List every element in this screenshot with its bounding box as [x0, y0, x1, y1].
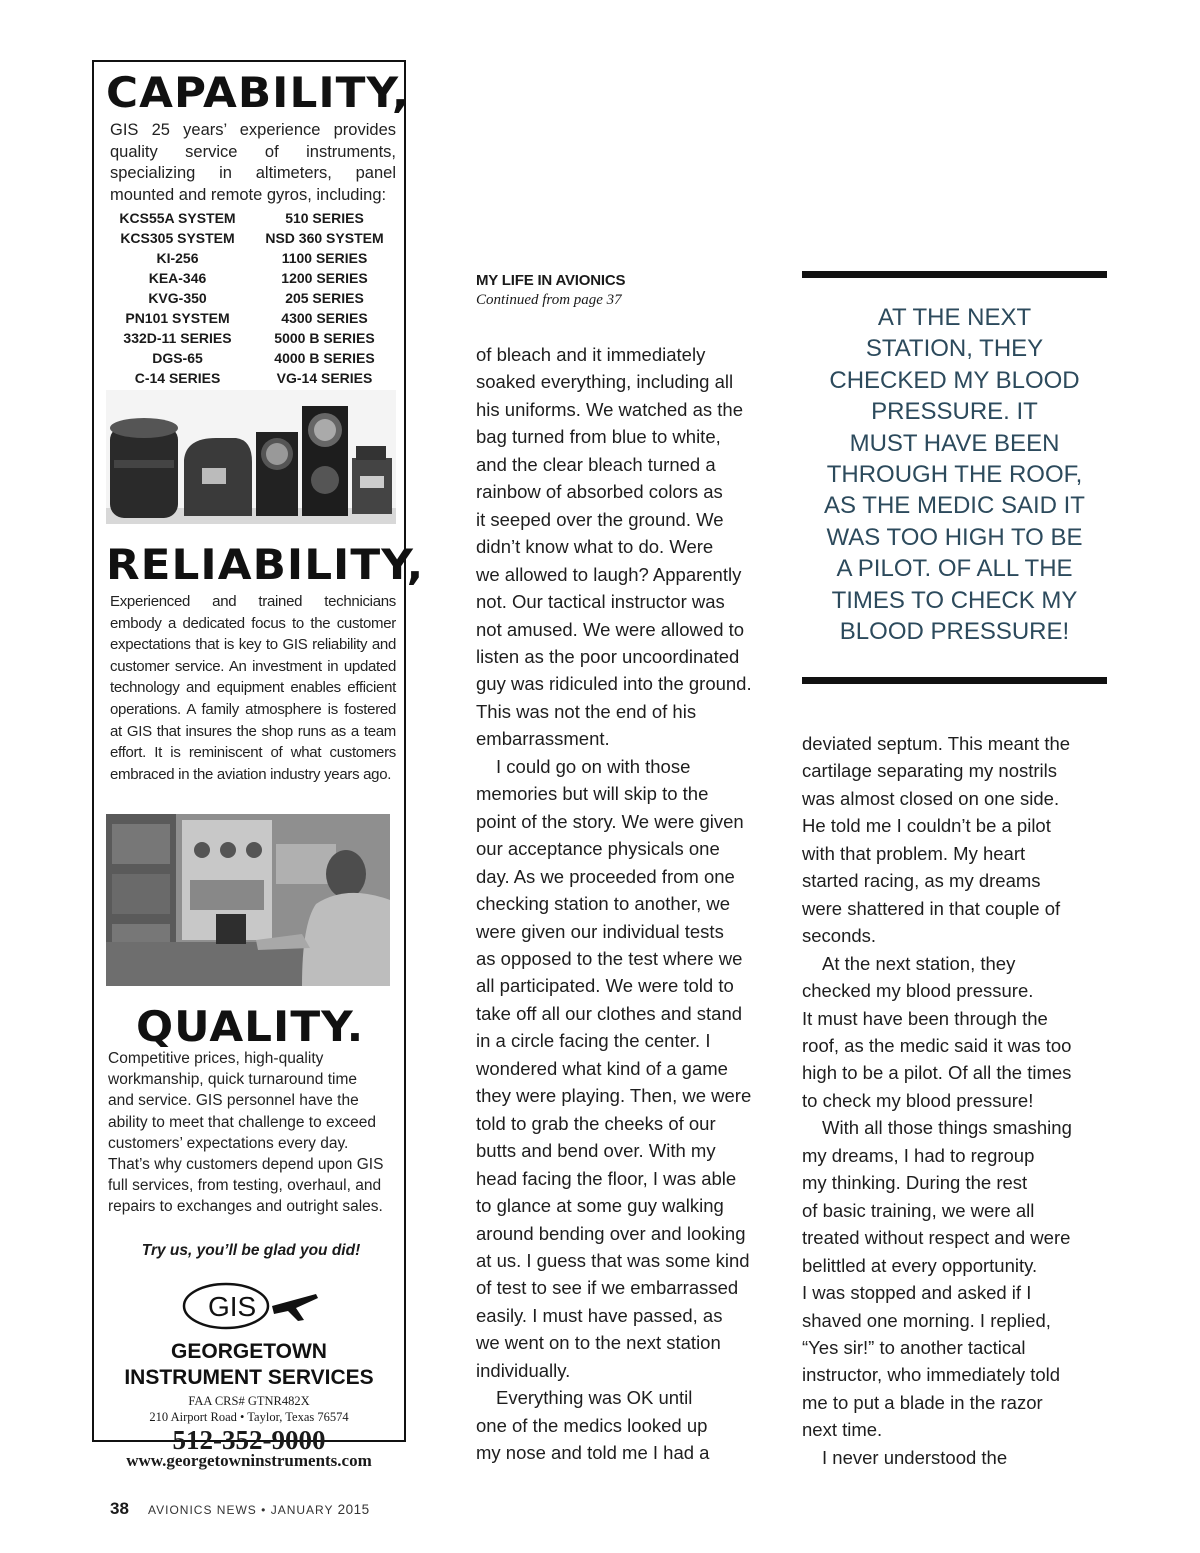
- pullquote-line: CHECKED MY BLOOD: [829, 366, 1080, 394]
- text-line: me to put a blade in the razor: [802, 1391, 1043, 1413]
- series-item: 4000 B SERIES: [274, 350, 375, 366]
- pullquote-line: THROUGH THE ROOF,: [826, 461, 1083, 489]
- text-line: easily. I must have passed, as: [476, 1304, 723, 1326]
- text-line: of basic training, we were all: [802, 1199, 1035, 1221]
- text-line: seconds.: [802, 925, 877, 947]
- pullquote-line: WAS TOO HIGH TO BE: [826, 523, 1083, 551]
- text-line: treated without respect and were: [802, 1227, 1071, 1249]
- company-address: 210 Airport Road • Taylor, Texas 76574: [149, 1410, 349, 1424]
- ad-tagline: Try us, you’ll be glad you did!: [141, 1242, 361, 1259]
- ad-reliability-text: Experienced and trained technicians embody a dedicated focus to the customer expectations that is key to GIS reliability and customer service. An investment in updated technology and equipment enables efficient operations. A family atmosphere is fostered at GIS that insures the shop runs as a team effort. It is reminiscent of what customers embraced in the aviation industry years ago.: [110, 593, 396, 783]
- gis-advertisement: [92, 60, 425, 1470]
- text-line: listen as the poor uncoordinated: [476, 645, 740, 667]
- text-line: not. Our tactical instructor was: [476, 591, 725, 613]
- gis-logo: [180, 1280, 320, 1332]
- pullquote-line: BLOOD PRESSURE!: [839, 618, 1070, 646]
- text-line: I never understood the: [822, 1446, 1008, 1468]
- text-line: all participated. We were told to: [476, 975, 734, 997]
- running-footer: [148, 1502, 370, 1517]
- text-line: of bleach and it immediately: [476, 344, 706, 365]
- series-item: DGS-65: [152, 350, 203, 366]
- text-line: wondered what kind of a game: [476, 1057, 728, 1079]
- text-line: told to grab the cheeks of our: [476, 1112, 716, 1134]
- text-line: I was stopped and asked if I: [802, 1282, 1032, 1304]
- text-line: next time.: [802, 1419, 883, 1441]
- text-line: his uniforms. We watched as the: [476, 398, 744, 420]
- text-line: day. As we proceeded from one: [476, 865, 735, 887]
- text-line: not amused. We were allowed to: [476, 618, 745, 640]
- series-item: KI-256: [156, 250, 199, 266]
- pullquote-rule-bottom: [802, 677, 1107, 684]
- text-line: point of the story. We were given: [476, 810, 744, 832]
- series-item: 332D-11 SERIES: [123, 330, 232, 346]
- text-line: checked my blood pressure.: [802, 980, 1034, 1002]
- pullquote-line: PRESSURE. IT: [871, 398, 1038, 426]
- text-line: head facing the floor, I was able: [476, 1167, 737, 1189]
- text-line: “Yes sir!” to another tactical: [802, 1336, 1026, 1358]
- company-phone: 512-352-9000: [172, 1425, 326, 1455]
- text-line: they were playing. Then, we were: [476, 1085, 752, 1107]
- ad-heading-reliability: RELIABILITY,: [106, 540, 425, 589]
- footer-separator: •: [261, 1503, 267, 1517]
- text-line: instructor, who immediately told: [802, 1364, 1061, 1386]
- pullquote-line: TIMES TO CHECK MY: [831, 586, 1078, 614]
- text-line: shaved one morning. I replied,: [802, 1309, 1051, 1331]
- gis-logo-text: GIS: [208, 1291, 257, 1322]
- text-line: as opposed to the test where we: [476, 947, 743, 969]
- series-item: KEA-346: [148, 270, 207, 286]
- pullquote-line: STATION, THEY: [865, 335, 1044, 363]
- series-item: 4300 SERIES: [281, 310, 368, 326]
- text-line: my thinking. During the rest: [802, 1172, 1028, 1194]
- text-line: I could go on with those: [496, 755, 691, 777]
- article-column-1: [476, 341, 776, 1467]
- text-line: cartilage separating my nostrils: [802, 760, 1057, 782]
- issue-year: 2015: [337, 1502, 370, 1517]
- text-line: deviated septum. This meant the: [802, 733, 1071, 754]
- text-line: one of the medics looked up: [476, 1414, 708, 1436]
- text-line: individually.: [476, 1359, 571, 1381]
- text-line: we allowed to laugh? Apparently: [476, 563, 742, 585]
- text-line: it seeped over the ground. We: [476, 508, 724, 530]
- text-line: butts and bend over. With my: [476, 1140, 716, 1162]
- pullquote-line: AS THE MEDIC SAID IT: [824, 492, 1085, 520]
- text-line: He told me I couldn’t be a pilot: [802, 815, 1051, 837]
- company-website: www.georgetowninstruments.com: [126, 1451, 372, 1470]
- text-line: guy was ridiculed into the ground.: [476, 673, 752, 695]
- section-kicker: MY LIFE IN AVIONICS: [476, 272, 626, 289]
- text-line: at us. I guess that was some kind: [476, 1249, 750, 1271]
- continued-from: Continued from page 37: [476, 292, 622, 308]
- series-list: [104, 208, 398, 388]
- text-line: to check my blood pressure!: [802, 1089, 1034, 1111]
- text-line: This was not the end of his: [476, 700, 697, 722]
- series-item: KVG-350: [148, 290, 207, 306]
- text-line: we went on to the next station: [476, 1332, 721, 1354]
- publication-name: AVIONICS NEWS: [148, 1503, 257, 1517]
- series-item: NSD 360 SYSTEM: [265, 230, 384, 246]
- text-line: my dreams, I had to regroup: [802, 1144, 1035, 1166]
- text-line: checking station to another, we: [476, 893, 731, 915]
- technician-photo: [106, 814, 390, 986]
- text-line: didn’t know what to do. Were: [476, 536, 714, 558]
- text-line: started racing, as my dreams: [802, 870, 1041, 892]
- series-item: 510 SERIES: [285, 210, 364, 226]
- pullquote: [802, 302, 1107, 647]
- text-line: With all those things smashing: [822, 1117, 1072, 1139]
- ad-capability-text: GIS 25 years’ experience provides quality service of instruments, specializing in altimeters, panel mounted and remote gyros, including:: [110, 121, 396, 204]
- company-name-line2: INSTRUMENT SERVICES: [124, 1366, 374, 1389]
- company-details: [94, 1393, 404, 1425]
- text-line: to glance at some guy walking: [476, 1195, 724, 1217]
- pullquote-line: A PILOT. OF ALL THE: [836, 555, 1073, 583]
- series-item: 205 SERIES: [285, 290, 364, 306]
- text-line: was almost closed on one side.: [802, 787, 1060, 809]
- text-line: soaked everything, including all: [476, 371, 734, 393]
- series-item: 5000 B SERIES: [274, 330, 375, 346]
- company-name: [94, 1339, 404, 1391]
- series-item: KCS305 SYSTEM: [120, 230, 235, 246]
- company-name-line1: GEORGETOWN: [171, 1340, 327, 1363]
- series-item: C-14 SERIES: [134, 370, 221, 386]
- text-line: It must have been through the: [802, 1007, 1048, 1029]
- pullquote-line: MUST HAVE BEEN: [849, 429, 1060, 457]
- text-line: take off all our clothes and stand: [476, 1002, 743, 1024]
- series-item: 1100 SERIES: [281, 250, 368, 266]
- text-line: were given our individual tests: [476, 920, 724, 942]
- issue-month: JANUARY: [270, 1503, 334, 1517]
- pullquote-rule-top: [802, 271, 1107, 278]
- text-line: high to be a pilot. Of all the times: [802, 1062, 1072, 1084]
- text-line: with that problem. My heart: [802, 842, 1026, 864]
- text-line: memories but will skip to the: [476, 783, 709, 805]
- ad-quality-text: Competitive prices, high-quality workmanship, quick turnaround time and service. GIS personnel have the ability to meet that challenge to exceed customers’ expectations every day. That’s why customers depend upon GIS full services, from testing, overhaul, and repairs to exchanges and outright sales.: [108, 1050, 384, 1216]
- ad-heading-capability: CAPABILITY,: [106, 68, 410, 117]
- text-line: bag turned from blue to white,: [476, 426, 721, 448]
- text-line: embarrassment.: [476, 728, 610, 750]
- text-line: At the next station, they: [822, 952, 1016, 974]
- ad-heading-quality: QUALITY.: [136, 1002, 365, 1051]
- text-line: of test to see if we embarrassed: [476, 1277, 739, 1299]
- text-line: Everything was OK until: [496, 1387, 693, 1409]
- pullquote-line: AT THE NEXT: [877, 304, 1032, 331]
- text-line: were shattered in that couple of: [802, 897, 1061, 919]
- series-item: VG-14 SERIES: [276, 370, 373, 386]
- text-line: my nose and told me I had a: [476, 1442, 710, 1464]
- series-item: PN101 SYSTEM: [125, 310, 230, 326]
- series-item: KCS55A SYSTEM: [119, 210, 236, 226]
- text-line: around bending over and looking: [476, 1222, 746, 1244]
- text-line: our acceptance physicals one: [476, 838, 720, 860]
- text-line: and the clear bleach turned a: [476, 453, 716, 475]
- text-line: rainbow of absorbed colors as: [476, 481, 723, 503]
- airplane-icon: [272, 1294, 318, 1321]
- faa-number: FAA CRS# GTNR482X: [188, 1394, 310, 1408]
- text-line: in a circle facing the center. I: [476, 1030, 711, 1052]
- instruments-photo: [106, 390, 396, 524]
- article-column-2: [802, 730, 1102, 1471]
- text-line: roof, as the medic said it was too: [802, 1034, 1072, 1056]
- page-number: 38: [110, 1499, 129, 1518]
- series-item: 1200 SERIES: [281, 270, 368, 286]
- text-line: belittled at every opportunity.: [802, 1254, 1038, 1276]
